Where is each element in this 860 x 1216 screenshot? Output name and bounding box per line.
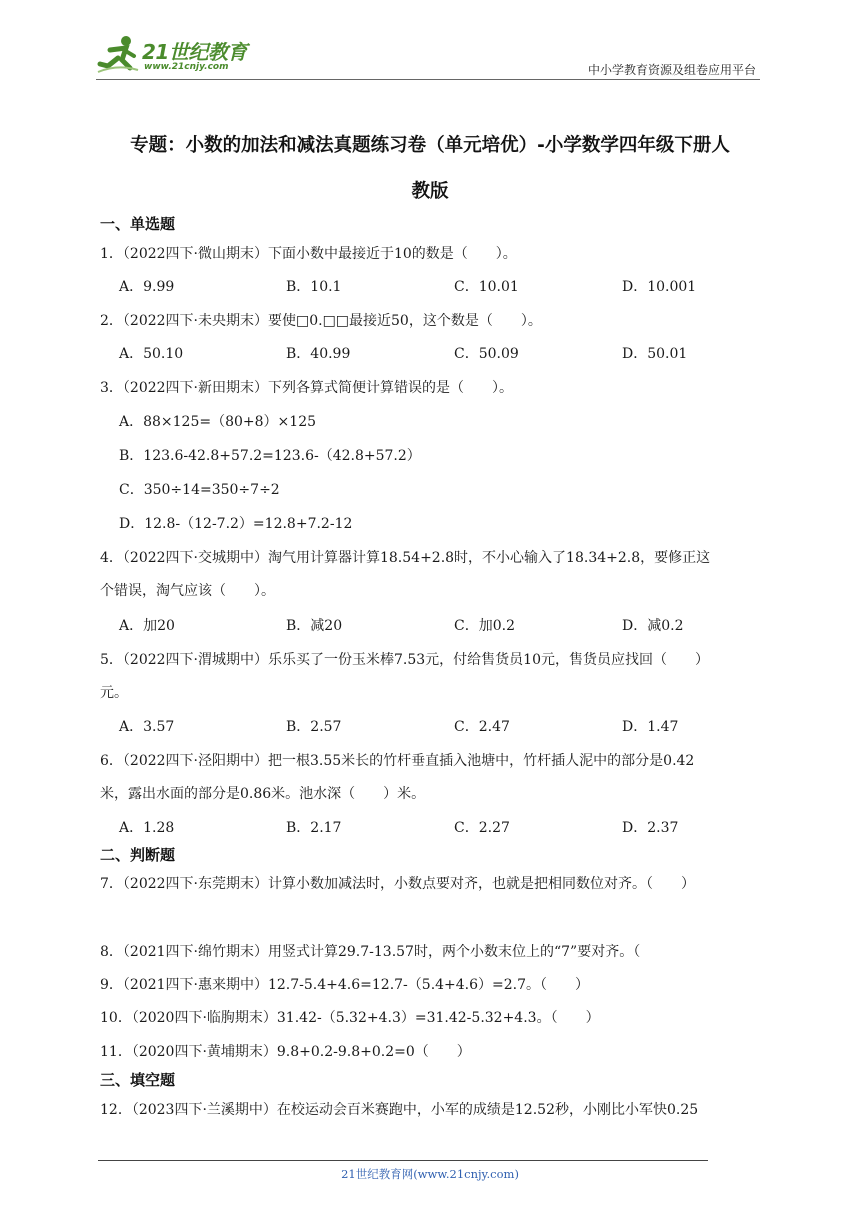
q5-option-c: C．2.47	[454, 719, 510, 735]
question-2: 2．（2022四下·未央期末）要使□0.□□最接近50，这个数是（ ）。	[100, 313, 542, 329]
q4-option-b: B．减20	[286, 618, 343, 634]
question-5-line-1: 5．（2022四下·渭城期中）乐乐买了一份玉米棒7.53元，付给售货员10元，售货员应找回（ ）	[100, 652, 709, 668]
q2-option-c: C．50.09	[454, 346, 519, 362]
q3-option-a: A．88×125=（80+8）×125	[119, 414, 317, 430]
question-1: 1．（2022四下·微山期末）下面小数中最接近于10的数是（ ）。	[100, 246, 517, 262]
q6-option-b: B．2.17	[286, 820, 342, 836]
section-fill-blank: 三、填空题	[100, 1071, 176, 1089]
question-7: 7．（2022四下·东莞期末）计算小数加减法时，小数点要对齐，也就是把相同数位对齐。（ ）	[100, 876, 695, 892]
q1-option-d: D．10.001	[622, 279, 697, 295]
question-8: 8．（2021四下·绵竹期末）用竖式计算29.7-13.57时，两个小数末位上的“7”要对齐。（	[100, 944, 641, 960]
q1-option-a: A．9.99	[119, 279, 175, 295]
q2-option-b: B．40.99	[286, 346, 351, 362]
q4-option-d: D．减0.2	[622, 618, 684, 634]
question-4-line-2: 个错误，淘气应该（ ）。	[100, 583, 275, 599]
section-true-false: 二、判断题	[100, 846, 176, 864]
q4-option-c: C．加0.2	[454, 618, 515, 634]
q5-option-b: B．2.57	[286, 719, 342, 735]
logo-title: 21世纪教育	[142, 40, 247, 64]
question-10: 10．（2020四下·临朐期末）31.42-（5.32+4.3）=31.42-5.32+4.3。（ ）	[100, 1010, 600, 1026]
q3-option-c: C．350÷14=350÷7÷2	[119, 482, 280, 498]
q2-option-a: A．50.10	[119, 346, 184, 362]
q1-option-b: B．10.1	[286, 279, 342, 295]
question-6-line-1: 6．（2022四下·泾阳期中）把一根3.55米长的竹杆垂直插入池塘中，竹杆插人泥中的部分是0.42	[100, 753, 695, 769]
q5-option-d: D．1.47	[622, 719, 679, 735]
footer-text: 21世纪教育网(www.21cnjy.com)	[341, 1167, 519, 1181]
page-title-line-1: 专题：小数的加法和减法真题练习卷（单元培优）-小学数学四年级下册人	[130, 135, 730, 156]
footer-divider	[98, 1160, 708, 1161]
page-header	[96, 30, 760, 80]
question-4-line-1: 4．（2022四下·交城期中）淘气用计算器计算18.54+2.8时，不小心输入了18.34+2.8，要修正这	[100, 550, 711, 566]
question-3: 3．（2022四下·新田期末）下列各算式简便计算错误的是（ ）。	[100, 380, 513, 396]
page-title-line-2: 教版	[411, 181, 449, 202]
question-6-line-2: 米，露出水面的部分是0.86米。池水深（ ）米。	[100, 786, 426, 802]
question-11: 11．（2020四下·黄埔期末）9.8+0.2-9.8+0.2=0（ ）	[100, 1044, 471, 1060]
q4-option-a: A．加20	[119, 618, 175, 634]
q6-option-a: A．1.28	[119, 820, 175, 836]
q1-option-c: C．10.01	[454, 279, 519, 295]
site-logo	[96, 30, 266, 78]
logo-url: www.21cnjy.com	[144, 62, 229, 72]
q6-option-d: D．2.37	[622, 820, 679, 836]
q3-option-d: D．12.8-（12-7.2）=12.8+7.2-12	[119, 516, 353, 532]
question-9: 9．（2021四下·惠来期中）12.7-5.4+4.6=12.7-（5.4+4.6）=2.7。（ ）	[100, 977, 590, 993]
question-12: 12．（2023四下·兰溪期中）在校运动会百米赛跑中，小军的成绩是12.52秒，小刚比小军快0.25	[100, 1102, 699, 1118]
q2-option-d: D．50.01	[622, 346, 688, 362]
platform-name: 中小学教育资源及组卷应用平台	[587, 63, 756, 77]
q6-option-c: C．2.27	[454, 820, 510, 836]
question-5-line-2: 元。	[100, 685, 128, 701]
q5-option-a: A．3.57	[119, 719, 175, 735]
section-single-choice: 一、单选题	[100, 215, 176, 233]
q3-option-b: B．123.6-42.8+57.2=123.6-（42.8+57.2）	[119, 448, 421, 464]
header-divider	[96, 79, 760, 80]
runner-icon	[96, 34, 140, 74]
